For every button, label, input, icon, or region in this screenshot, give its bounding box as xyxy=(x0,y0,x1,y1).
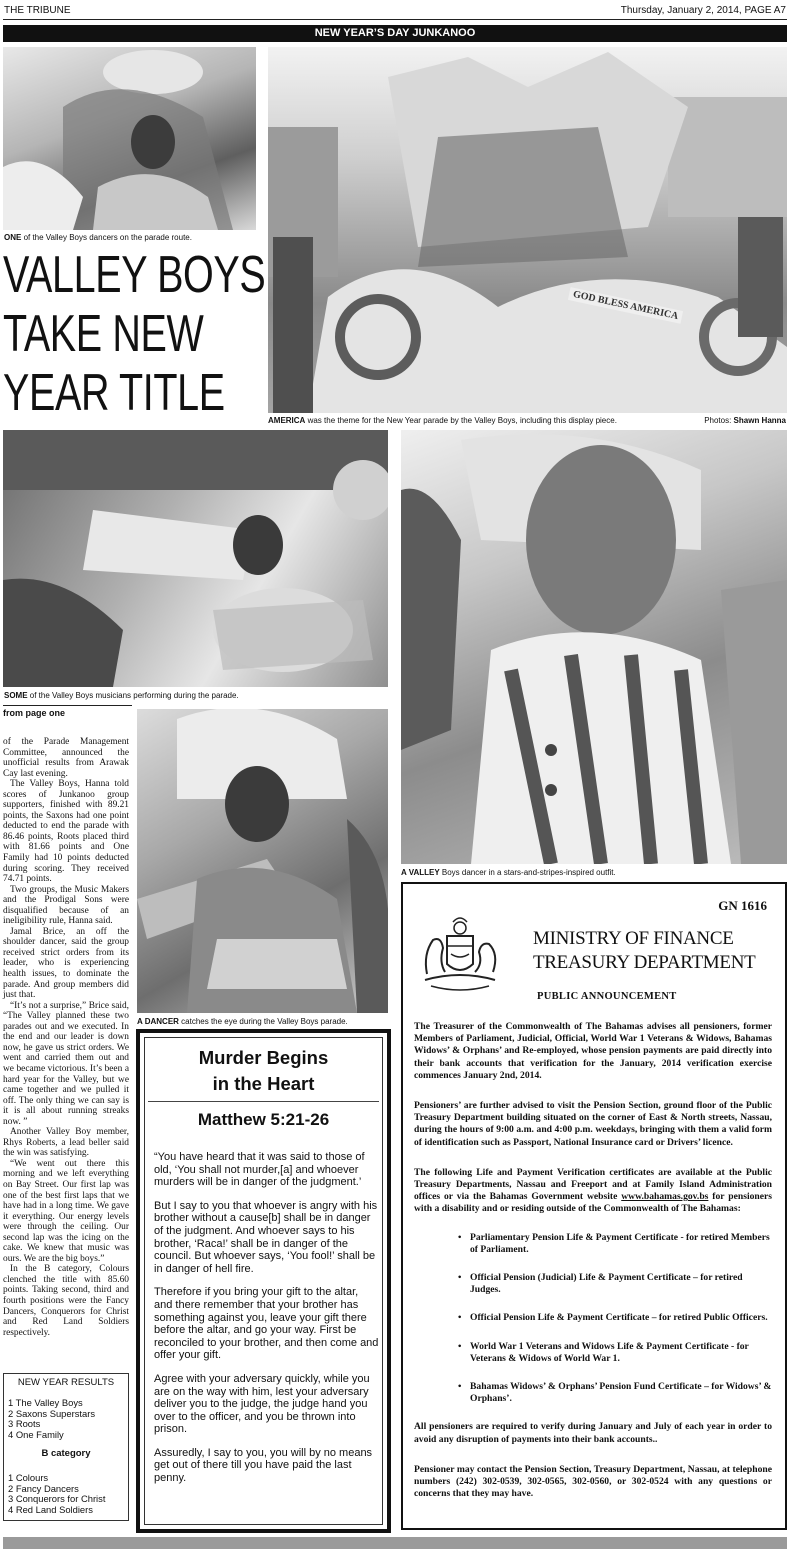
caption-dancer-eye-catching xyxy=(137,1017,348,1027)
government-notice xyxy=(401,882,787,1530)
notice-subtitle: PUBLIC ANNOUNCEMENT xyxy=(537,991,677,1002)
story-paragraph: The Valley Boys, Hanna told scores of Junkanoo group supporters, finished with 89.21 points, the Saxons had one point deducted to end the parade with 86.46 points, Roots placed third with 81.66 points and One Family had 10 points deducted during scoring. They received 74.71 points. xyxy=(3,779,129,885)
results-box xyxy=(3,1373,129,1521)
notice-paragraph: Pensioner may contact the Pension Section, Treasury Department, Nassau, at telephone numbers (242) 302-0539, 302-0565, 302-0560, or 302-0524 with any questions or concerns that they may have. xyxy=(414,1463,772,1500)
photo-dancer-parade-route xyxy=(3,47,256,230)
story-paragraph: In the B category, Colours clenched the title with 85.60 points. Taking second, third and fourth positions were the Fancy Dancers, Conquerors for Christ and Red Land Soldiers respectively. xyxy=(3,1264,129,1338)
header-rule xyxy=(3,19,787,20)
scripture-paragraph: Assuredly, I say to you, you will by no means get out of there till you have paid the last penny. xyxy=(154,1446,373,1485)
notice-paragraph-text: The following Life and Payment Verification certificates are available at the Public Treasury Departments, Nassau and Freeport and at Family Island Administration offices or via the Bahamas Government website xyxy=(414,1166,772,1203)
section-banner: NEW YEAR’S DAY JUNKANOO xyxy=(3,25,787,42)
scripture-box xyxy=(136,1029,391,1533)
story-paragraph: “It’s not a surprise,” Brice said, “The Valley planned these two parades out and we executed. In the end and our leader is down now, he gave us strict orders. We went and carried them out and we became victorious. It’s been a hard year for the Valley, but we came together and we pulled it off. The only thing we can say is it is all about running streaks now. ” xyxy=(3,1000,129,1127)
notice-body xyxy=(414,1021,772,1511)
photo-credit-label: Photos: xyxy=(704,416,734,425)
scripture-paragraph: “You have heard that it was said to those of old, ‘You shall not murder,[a] and whoever murders will be in danger of the judgment.’ xyxy=(154,1151,365,1189)
results-item: 4 One Family xyxy=(8,1428,64,1440)
caption-lead: ONE xyxy=(4,233,22,242)
caption-text: catches the eye during the Valley Boys parade. xyxy=(178,1017,348,1026)
caption-lead: AMERICA xyxy=(268,416,306,425)
results-item: 4 Red Land Soldiers xyxy=(8,1503,93,1515)
results-item: 2 Saxons Superstars xyxy=(8,1407,96,1419)
photo-dancer-eye-catching xyxy=(137,709,388,1013)
caption-america-float xyxy=(268,416,617,426)
float-banner: GOD BLESS AMERICA xyxy=(568,287,683,324)
caption-dancer-parade-route xyxy=(4,233,192,243)
jump-line: from page one xyxy=(3,708,66,718)
photo-credit-name: Shawn Hanna xyxy=(733,416,786,425)
notice-paragraph-text: for pensioners with a disability and or residing outside of the Commonwealth of The Bahamas: xyxy=(414,1191,772,1215)
photo-stars-stripes-dancer xyxy=(401,430,787,864)
scripture-reference: Matthew 5:21-26 xyxy=(197,1110,330,1129)
results-b-list xyxy=(8,1473,128,1515)
caption-text: Boys dancer in a stars-and-stripes-inspired outfit. xyxy=(439,868,616,877)
bahamas-coat-of-arms-icon xyxy=(417,914,503,996)
photo-musicians xyxy=(3,430,388,687)
story-paragraph: of the Parade Management Committee, announced the unofficial results from Arawak Cay last evening. xyxy=(3,737,129,779)
certificate-list xyxy=(458,1232,772,1406)
certificate-item: • Bahamas Widows’ & Orphans’ Pension Fund Certificate – for Widows’ & Orphans’. xyxy=(458,1381,772,1405)
caption-lead: A VALLEY xyxy=(401,868,440,877)
caption-text: of the Valley Boys dancers on the parade route. xyxy=(21,233,192,242)
notice-ministry: MINISTRY OF FINANCE xyxy=(533,928,734,949)
results-a-list xyxy=(8,1398,128,1440)
page-footer-bar xyxy=(3,1537,787,1549)
headline-line-3: YEAR TITLE xyxy=(3,364,225,422)
scripture-title-line-2: in the Heart xyxy=(212,1073,315,1094)
government-website-link[interactable]: www.bahamas.gov.bs xyxy=(621,1191,709,1203)
notice-department: TREASURY DEPARTMENT xyxy=(533,952,756,973)
results-item: 1 The Valley Boys xyxy=(8,1397,83,1408)
notice-paragraph: Pensioners’ are further advised to visit the Pension Section, ground floor of the Public Treasury Department building situated on the corner of East & North streets, Nassau, during the hours of 9:00 a.m. and 4:00 p.m. weekdays, bringing with them a valid form of identification such as Passport, National Insurance card or Drivers’ licence. xyxy=(414,1100,772,1148)
scripture-paragraph: Therefore if you bring your gift to the altar, and there remember that your brother has something against you, leave your gift there before the altar, and go your way. First be reconciled to your brother, and then come and offer your gift. xyxy=(154,1286,379,1362)
notice-paragraph: All pensioners are required to verify during January and July of each year in order to avoid any disruption of payments into their bank accounts.. xyxy=(414,1421,772,1445)
certificate-item: • World War 1 Veterans and Widows Life & Payment Certificate - for Veterans & Widows of World War 1. xyxy=(458,1341,772,1365)
caption-text: was the theme for the New Year parade by the Valley Boys, including this display piece. xyxy=(305,416,617,425)
headline-line-1: VALLEY BOYS xyxy=(3,246,266,304)
certificate-item: • Official Pension (Judicial) Life & Payment Certificate – for retired Judges. xyxy=(458,1272,772,1296)
photo-credit xyxy=(704,416,786,426)
story-paragraph: Another Valley Boy member, Rhys Roberts, a lead beller said the win was satisfying. xyxy=(3,1127,129,1159)
caption-lead: SOME xyxy=(4,691,28,700)
scripture-title-line-1: Murder Begins xyxy=(198,1047,329,1068)
masthead-paper-name: THE TRIBUNE xyxy=(4,5,71,16)
notice-paragraph: The Treasurer of the Commonwealth of The Bahamas advises all pensioners, former Members of Parliament, Judicial, Official, World War 1 Veterans & Widows, Bahamas Widows’ & Orphans’ and Re-employed, whose pension payments are paid directly into their bank accounts that verification for the January, 2014 verification exercise commences January 2nd, 2014. xyxy=(414,1021,772,1081)
results-item: 1 Colours xyxy=(8,1472,49,1483)
caption-lead: A DANCER xyxy=(137,1017,179,1026)
caption-stars-stripes-dancer xyxy=(401,868,616,878)
certificate-item: • Parliamentary Pension Life & Payment Certificate - for retired Members of Parliament. xyxy=(458,1232,772,1256)
results-item: 3 Conquerors for Christ xyxy=(8,1493,106,1504)
story-paragraph: Two groups, the Music Makers and the Prodigal Sons were disqualified because of an ineligibility rule, Hanna said. xyxy=(3,884,129,927)
photo-america-float xyxy=(268,47,787,413)
story-body xyxy=(3,737,129,1338)
caption-musicians xyxy=(4,691,239,701)
headline xyxy=(3,246,266,423)
results-item: 2 Fancy Dancers xyxy=(8,1482,79,1494)
results-item: 3 Roots xyxy=(8,1418,41,1429)
headline-line-2: TAKE NEW xyxy=(3,305,204,363)
scripture-paragraph: Agree with your adversary quickly, while you are on the way with him, lest your adversary deliver you to the judge, the judge hand you over to the officer, and you be thrown into prison. xyxy=(154,1372,370,1436)
dateline: Thursday, January 2, 2014, PAGE A7 xyxy=(620,5,786,16)
notice-paragraph xyxy=(414,1167,772,1216)
results-title: NEW YEAR RESULTS xyxy=(17,1377,115,1388)
scripture-paragraph: But I say to you that whoever is angry with his brother without a cause[b] shall be in danger of the judgment. And whoever says to his brother, ‘Raca!’ shall be in danger of the council. But whoever says, ‘You fool!’ shall be in danger of hell fire. xyxy=(154,1199,378,1275)
scripture-rule xyxy=(148,1101,379,1102)
caption-text: of the Valley Boys musicians performing during the parade. xyxy=(27,691,239,700)
notice-code: GN 1616 xyxy=(718,898,767,913)
story-paragraph: “We went out there this morning and we left everything on Bay Street. Our first lap was one of the best first laps that we have had in a long time. We gave it everything. Our energy levels were through the ceiling. Our second lap was the icing on the cake. We knew that music was ours. We are the big boys.” xyxy=(3,1158,129,1264)
story-paragraph: Jamal Brice, an off the shoulder dancer, said the group received strict orders from its leader, who is experiencing health issues, to dominate the parade. And group members did just that. xyxy=(3,926,129,1001)
scripture-title xyxy=(140,1045,387,1097)
story-top-rule xyxy=(3,705,132,706)
certificate-item: • Official Pension Life & Payment Certificate – for retired Public Officers. xyxy=(458,1312,772,1324)
results-b-title: B category xyxy=(41,1448,91,1459)
scripture-text xyxy=(154,1151,379,1496)
